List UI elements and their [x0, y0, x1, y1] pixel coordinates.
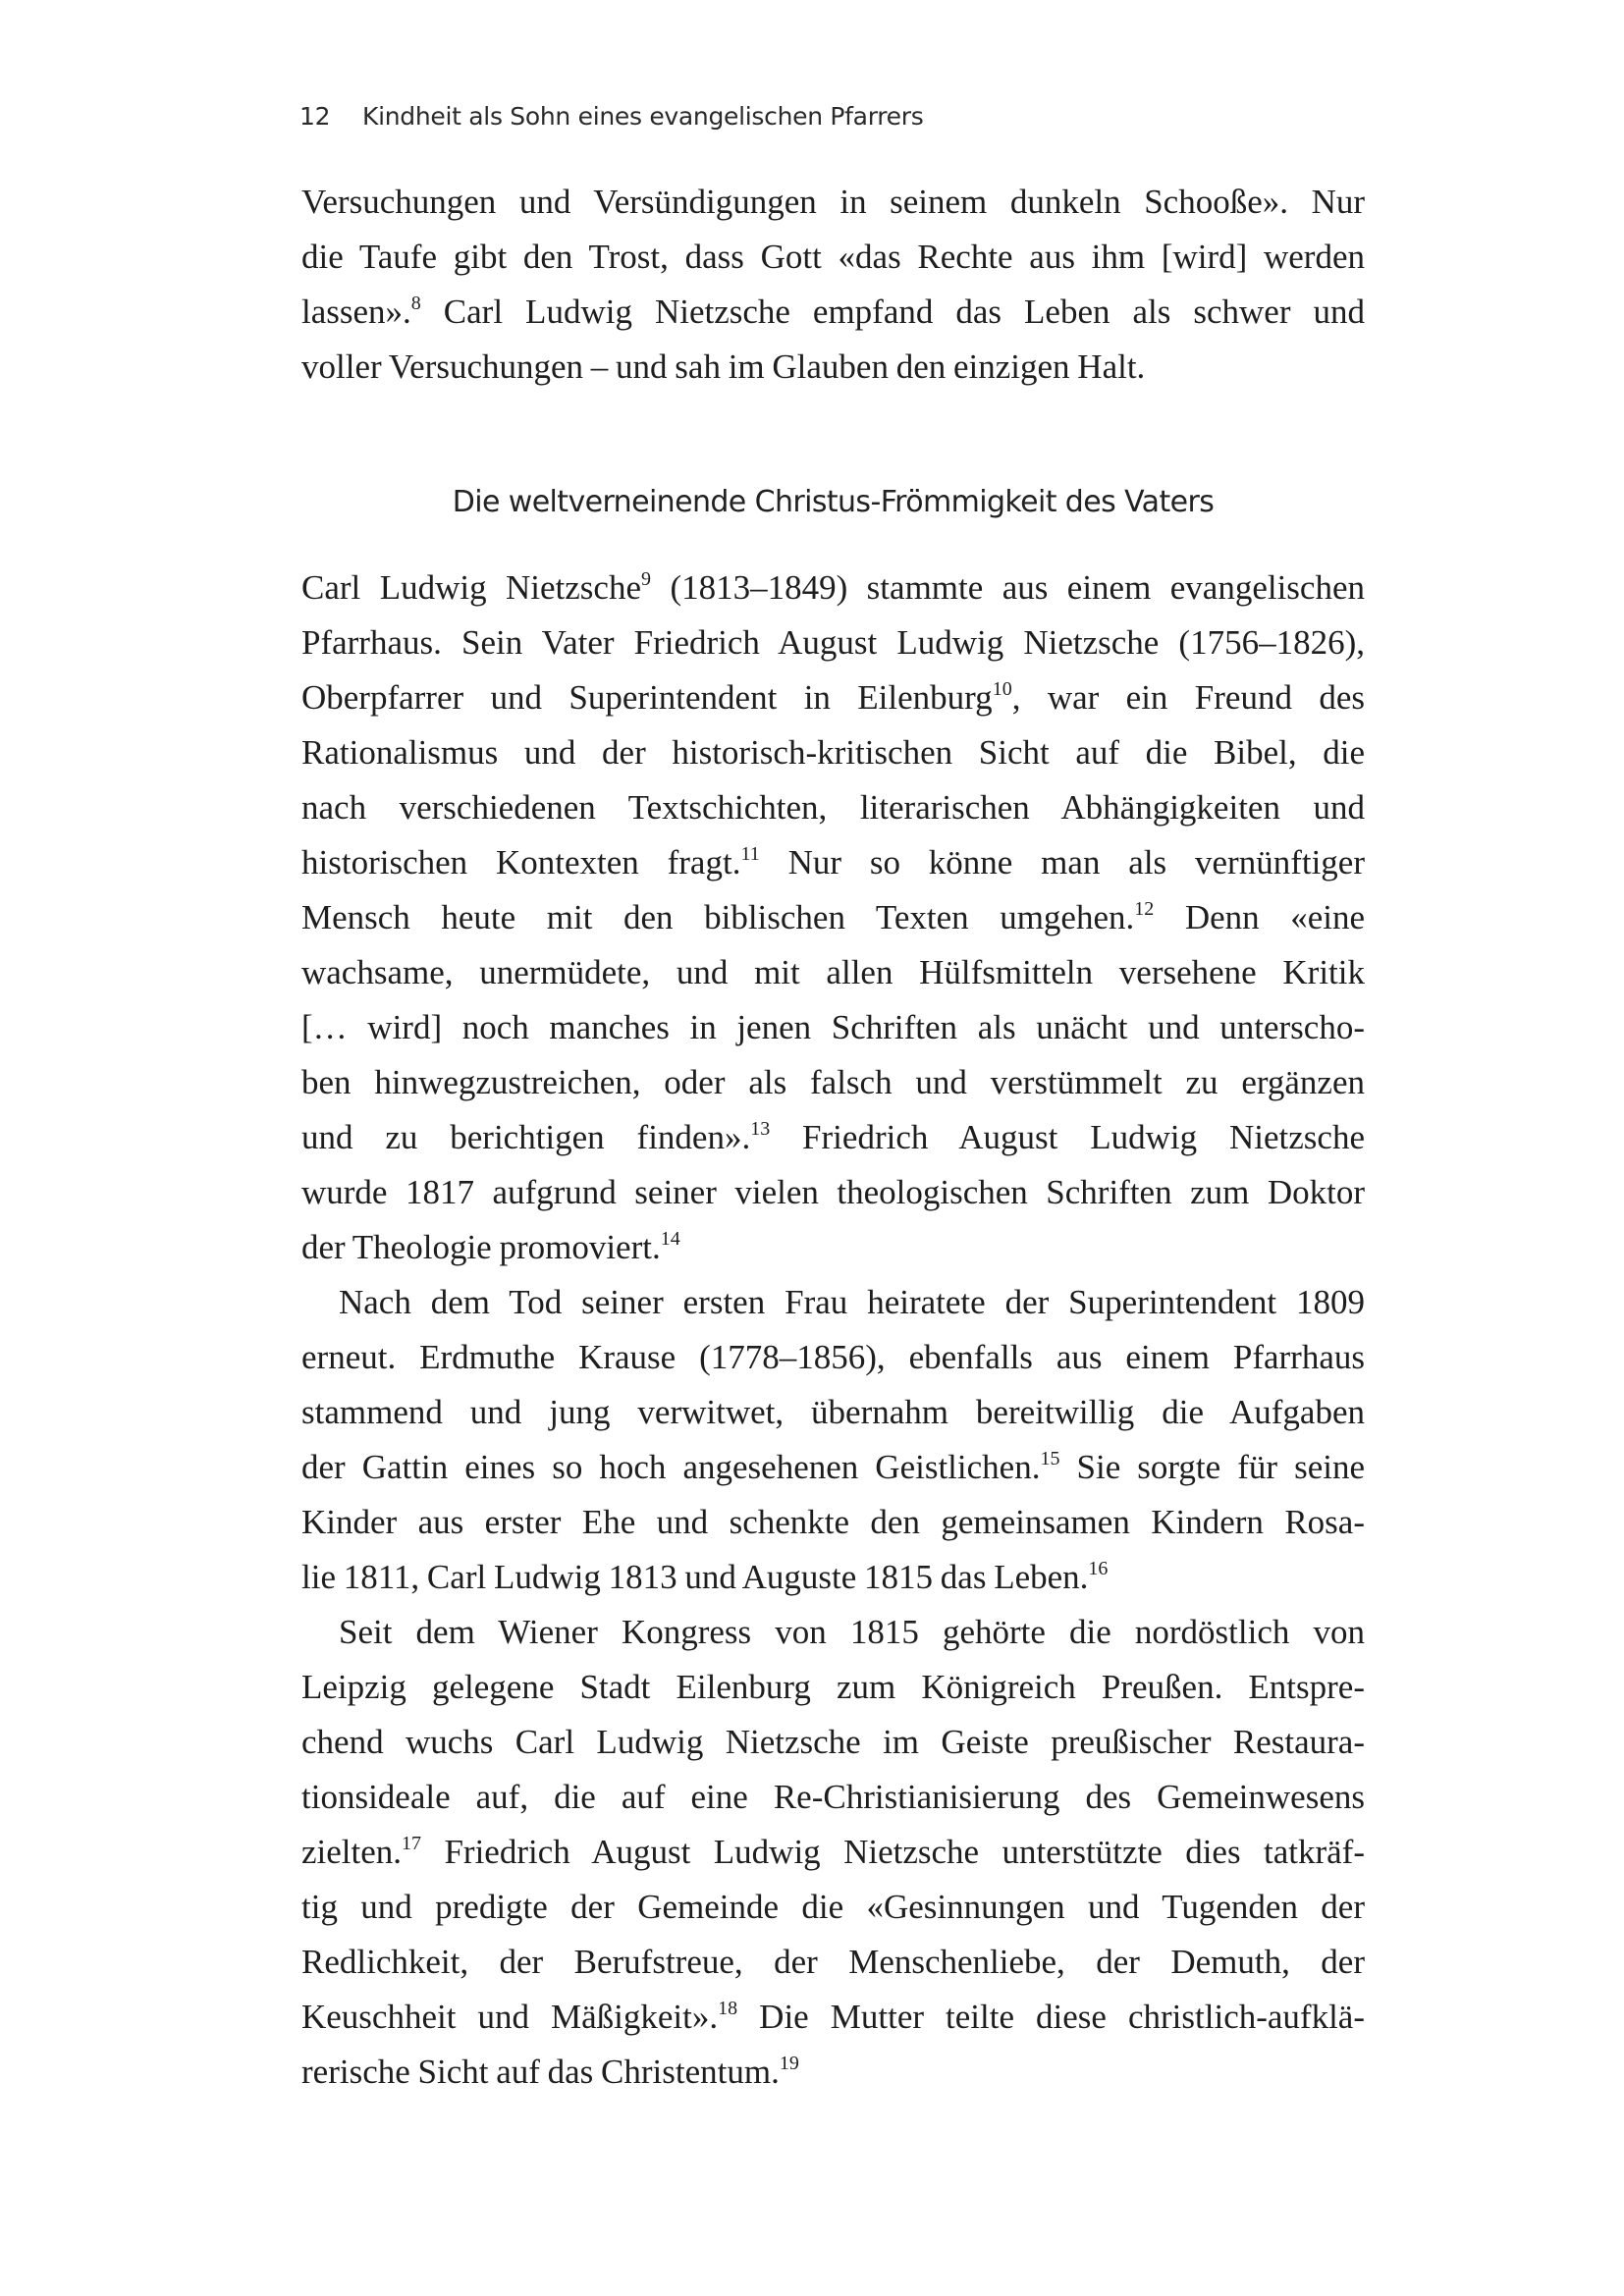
text-segment: Die Mutter teilte diese christlich-aufklä-	[737, 1998, 1365, 2036]
text-line: Rationalismus und der historisch-kritischen Sicht auf die Bibel, die	[301, 733, 1365, 772]
text-line: erneut. Erdmuthe Krause (1778–1856), ebenfalls aus einem Pfarrhaus	[301, 1338, 1365, 1376]
text-segment: lassen».	[301, 293, 411, 331]
footnote-ref[interactable]: 17	[402, 1833, 422, 1854]
text-segment: lie 1811, Carl Ludwig 1813 und Auguste 1815 das Leben.	[301, 1558, 1089, 1596]
text-segment: rerische Sicht auf das Christentum.	[301, 2053, 780, 2091]
text-segment: der Theologie promoviert.	[301, 1228, 661, 1266]
text-line: stammend und jung verwitwet, übernahm bereitwillig die Aufgaben	[301, 1393, 1365, 1431]
text-line	[301, 835, 1365, 890]
text-line: [… wird] noch manches in jenen Schriften als unächt und unterscho-	[301, 1008, 1365, 1046]
text-line: Kinder aus erster Ehe und schenkte den gemeinsamen Kindern Rosa-	[301, 1503, 1365, 1541]
text-line	[301, 1220, 1365, 1275]
text-line: nach verschiedenen Textschichten, literarischen Abhängigkeiten und	[301, 788, 1365, 827]
intro-paragraph	[301, 175, 1365, 395]
text-line: voller Versuchungen – und sah im Glauben den einzigen Halt.	[301, 347, 1146, 386]
text-line: Redlichkeit, der Berufstreue, der Menschenliebe, der Demuth, der	[301, 1943, 1365, 1981]
text-line	[301, 890, 1365, 945]
text-line	[301, 2045, 1365, 2100]
paragraph	[301, 1275, 1365, 1605]
text-line	[301, 1550, 1365, 1605]
text-line: chend wuchs Carl Ludwig Nietzsche im Geiste preußischer Restaura-	[301, 1723, 1365, 1761]
text-segment: Sie sorgte für seine	[1059, 1448, 1366, 1486]
text-line: ben hinwegzustreichen, oder als falsch und verstümmelt zu ergänzen	[301, 1063, 1365, 1101]
text-segment: Denn «eine	[1154, 898, 1365, 936]
text-line: Pfarrhaus. Sein Vater Friedrich August Ludwig Nietzsche (1756–1826),	[301, 623, 1365, 662]
text-segment: Carl Ludwig Nietzsche empfand das Leben als schwer und	[420, 293, 1365, 331]
text-segment: der Gattin eines so hoch angesehenen Geistlichen.	[301, 1448, 1041, 1486]
text-segment: Nur so könne man als vernünftiger	[759, 843, 1365, 881]
footnote-ref[interactable]: 11	[740, 843, 760, 865]
text-line: Versuchungen und Versündigungen in seinem dunkeln Schooße». Nur	[301, 183, 1365, 221]
text-line: tionsideale auf, die auf eine Re-Christianisierung des Gemeinwesens	[301, 1778, 1365, 1816]
footnote-ref[interactable]: 8	[410, 293, 421, 314]
footnote-ref[interactable]: 18	[718, 1998, 738, 2019]
text-segment: Friedrich August Ludwig Nietzsche unterstützte dies tatkräf-	[421, 1833, 1365, 1871]
text-line: Leipzig gelegene Stadt Eilenburg zum Königreich Preußen. Entspre-	[301, 1668, 1365, 1706]
footnote-ref[interactable]: 9	[641, 568, 651, 590]
footnote-ref[interactable]: 13	[750, 1118, 771, 1140]
footnote-ref[interactable]: 10	[992, 678, 1012, 700]
text-line: wachsame, unermüdete, und mit allen Hülfsmitteln versehene Kritik	[301, 953, 1365, 991]
text-segment: Keuschheit und Mäßigkeit».	[301, 1998, 719, 2036]
text-line: Seit dem Wiener Kongress von 1815 gehörte die nordöstlich von	[339, 1613, 1365, 1651]
text-line	[301, 1440, 1365, 1495]
footnote-ref[interactable]: 14	[660, 1228, 680, 1250]
text-segment: und zu berichtigen finden».	[301, 1118, 751, 1156]
section-heading: Die weltverneinende Christus-Frömmigkeit des Vaters	[452, 485, 1215, 519]
paragraph	[301, 1605, 1365, 2100]
text-segment: Mensch heute mit den biblischen Texten umgehen.	[301, 898, 1135, 936]
text-segment: historischen Kontexten fragt.	[301, 843, 741, 881]
text-segment: Friedrich August Ludwig Nietzsche	[770, 1118, 1365, 1156]
text-line	[301, 1825, 1365, 1880]
section-body	[301, 561, 1365, 2100]
text-line: wurde 1817 aufgrund seiner vielen theologischen Schriften zum Doktor	[301, 1173, 1365, 1211]
text-line: tig und predigte der Gemeinde die «Gesinnungen und Tugenden der	[301, 1888, 1365, 1926]
running-head	[299, 102, 923, 137]
page-number: 12	[299, 102, 331, 131]
text-line: die Taufe gibt den Trost, dass Gott «das Rechte aus ihm [wird] werden	[301, 238, 1365, 276]
running-head-title: Kindheit als Sohn eines evangelischen Pfarrers	[362, 102, 924, 131]
text-line	[301, 1110, 1365, 1165]
text-line	[301, 285, 1365, 340]
footnote-ref[interactable]: 16	[1088, 1558, 1109, 1579]
text-line	[301, 1990, 1365, 2045]
text-segment: , war ein Freund des	[1011, 678, 1365, 717]
footnote-ref[interactable]: 12	[1134, 898, 1155, 920]
text-line: Nach dem Tod seiner ersten Frau heiratete der Superintendent 1809	[339, 1283, 1365, 1321]
text-line	[301, 670, 1365, 725]
text-segment: Oberpfarrer und Superintendent in Eilenburg	[301, 678, 993, 717]
text-line	[301, 561, 1365, 615]
paragraph	[301, 561, 1365, 1275]
footnote-ref[interactable]: 19	[779, 2053, 799, 2074]
text-segment: (1813–1849) stammte aus einem evangelischen	[651, 568, 1365, 607]
text-segment: Carl Ludwig Nietzsche	[301, 568, 641, 607]
text-segment: zielten.	[301, 1833, 403, 1871]
footnote-ref[interactable]: 15	[1040, 1448, 1060, 1469]
